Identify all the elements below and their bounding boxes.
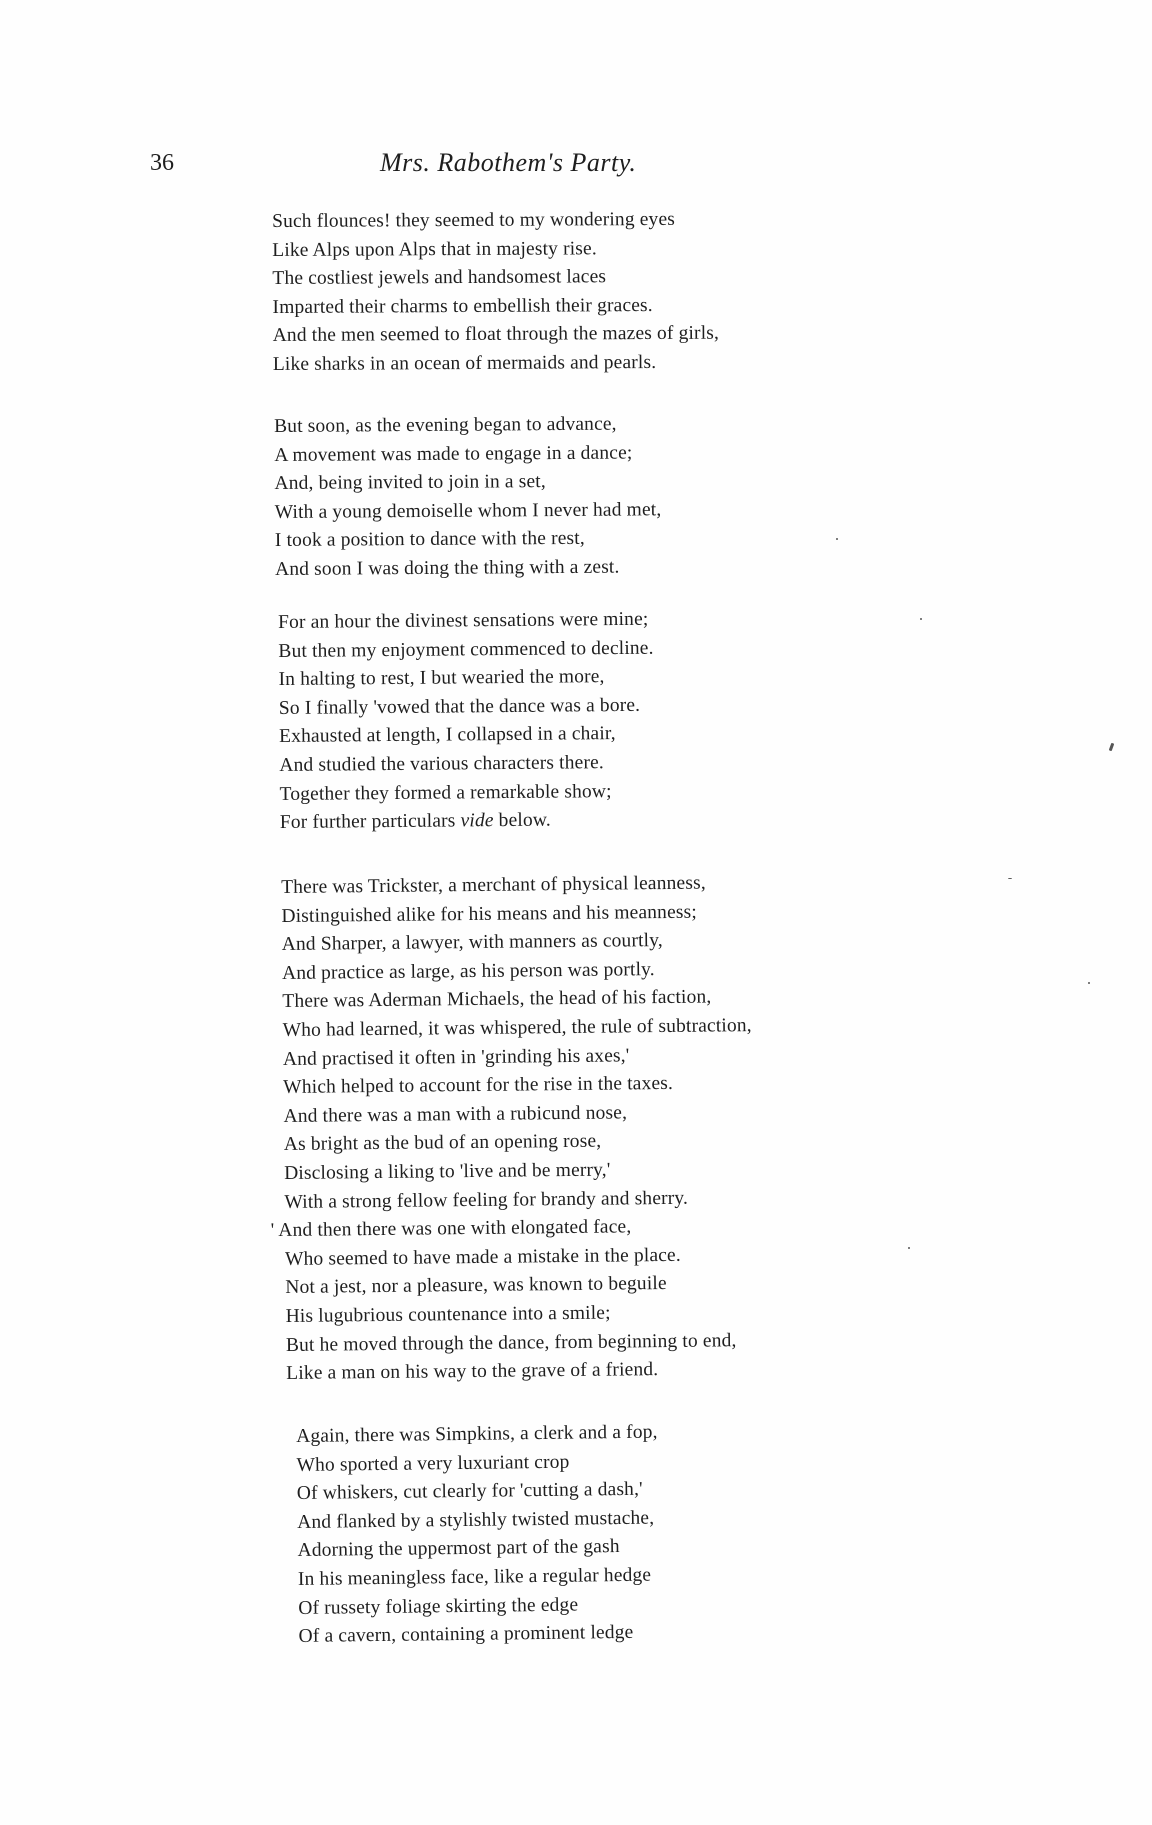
poem-line: And Sharper, a lawyer, with manners as courtly, [281, 930, 663, 956]
poem-line: I took a position to dance with the rest, [274, 528, 585, 552]
poem-line: Who seemed to have made a mistake in the place. [284, 1244, 681, 1270]
poem-line: His lugubrious countenance into a smile; [285, 1302, 611, 1327]
poem-line: With a strong fellow feeling for brandy and sherry. [284, 1187, 689, 1213]
poem-line: And, being invited to join in a set, [274, 471, 546, 495]
poem-line: And studied the various characters there. [279, 752, 604, 776]
scan-speck [836, 538, 838, 540]
poem-line: Disclosing a liking to 'live and be merry,' [284, 1159, 611, 1184]
poem-line: ' And then there was one with elongated face, [270, 1216, 632, 1242]
poem-line: A movement was made to engage in a dance; [274, 442, 633, 466]
running-head: Mrs. Rabothem's Party. [380, 148, 637, 177]
scan-speck [920, 618, 922, 620]
stanza-4 [270, 869, 755, 1389]
poem-line: For further particulars vide below. [279, 809, 551, 834]
poem-line: But then my enjoyment commenced to decline. [278, 637, 654, 662]
poem-line: Of whiskers, cut clearly for 'cutting a dash,' [296, 1478, 643, 1505]
poem-line: The costliest jewels and handsomest laces [272, 266, 607, 290]
poem-line: Imparted their charms to embellish their graces. [272, 294, 653, 318]
poem-line: But soon, as the evening began to advance, [274, 413, 617, 437]
poem-line: There was Aderman Michaels, the head of his faction, [282, 986, 712, 1013]
poem-line: Like a man on his way to the grave of a friend. [286, 1359, 659, 1385]
stanza-2 [274, 410, 662, 584]
page-header [150, 150, 790, 190]
scan-speck [1109, 743, 1115, 752]
poem-line: Of a cavern, containing a prominent ledge [298, 1622, 634, 1648]
poem-line: Like Alps upon Alps that in majesty rise. [272, 237, 597, 261]
poem-line: There was Trickster, a merchant of physical leanness, [281, 872, 706, 898]
poem-line: But he moved through the dance, from beginning to end, [285, 1329, 737, 1356]
scan-speck [1008, 878, 1012, 879]
poem-line: Such flounces! they seemed to my wondering eyes [272, 208, 676, 232]
poem-line: And soon I was doing the thing with a zest. [275, 556, 620, 580]
poem-line: Exhausted at length, I collapsed in a chair, [279, 723, 616, 748]
scan-speck [908, 1247, 910, 1249]
poem-line: As bright as the bud of an opening rose, [283, 1131, 602, 1156]
poem-line: Again, there was Simpkins, a clerk and a fop, [296, 1421, 658, 1447]
poem-line: And practised it often in 'grinding his axes,' [282, 1044, 630, 1070]
poem-line: Not a jest, nor a pleasure, was known to beguile [285, 1273, 667, 1299]
poem-line: Which helped to account for the rise in the taxes. [283, 1073, 674, 1099]
poem-line: And flanked by a stylishly twisted mustache, [297, 1507, 655, 1533]
scan-speck [1088, 982, 1090, 984]
poem-line: So I finally 'vowed that the dance was a bore. [278, 694, 641, 719]
poem-line: And there was a man with a rubicund nose, [283, 1102, 628, 1127]
poem-line: Of russety foliage skirting the edge [298, 1594, 579, 1619]
page-number: 36 [150, 150, 174, 176]
poem-line: In his meaningless face, like a regular hedge [297, 1564, 652, 1590]
poem-line: Like sharks in an ocean of mermaids and pearls. [272, 351, 657, 375]
poem-line: Distinguished alike for his means and his meanness; [281, 901, 697, 927]
poem-line: Adorning the uppermost part of the gash [297, 1536, 620, 1562]
stanza-5 [296, 1419, 660, 1652]
poem-line: Who sported a very luxuriant crop [296, 1451, 570, 1476]
poem-line: Who had learned, it was whispered, the rule of subtraction, [282, 1015, 752, 1041]
poem-line: Together they formed a remarkable show; [279, 780, 612, 805]
poem-line: And the men seemed to float through the mazes of girls, [272, 323, 720, 347]
poem-line: With a young demoiselle whom I never had met, [274, 499, 662, 523]
poem-line: In halting to rest, I but wearied the more, [278, 666, 605, 691]
poem-line: For an hour the divinest sensations were mine; [278, 608, 649, 633]
stanza-1 [272, 206, 719, 380]
poem-line: And practice as large, as his person was portly. [281, 958, 655, 984]
stanza-3 [278, 606, 655, 838]
